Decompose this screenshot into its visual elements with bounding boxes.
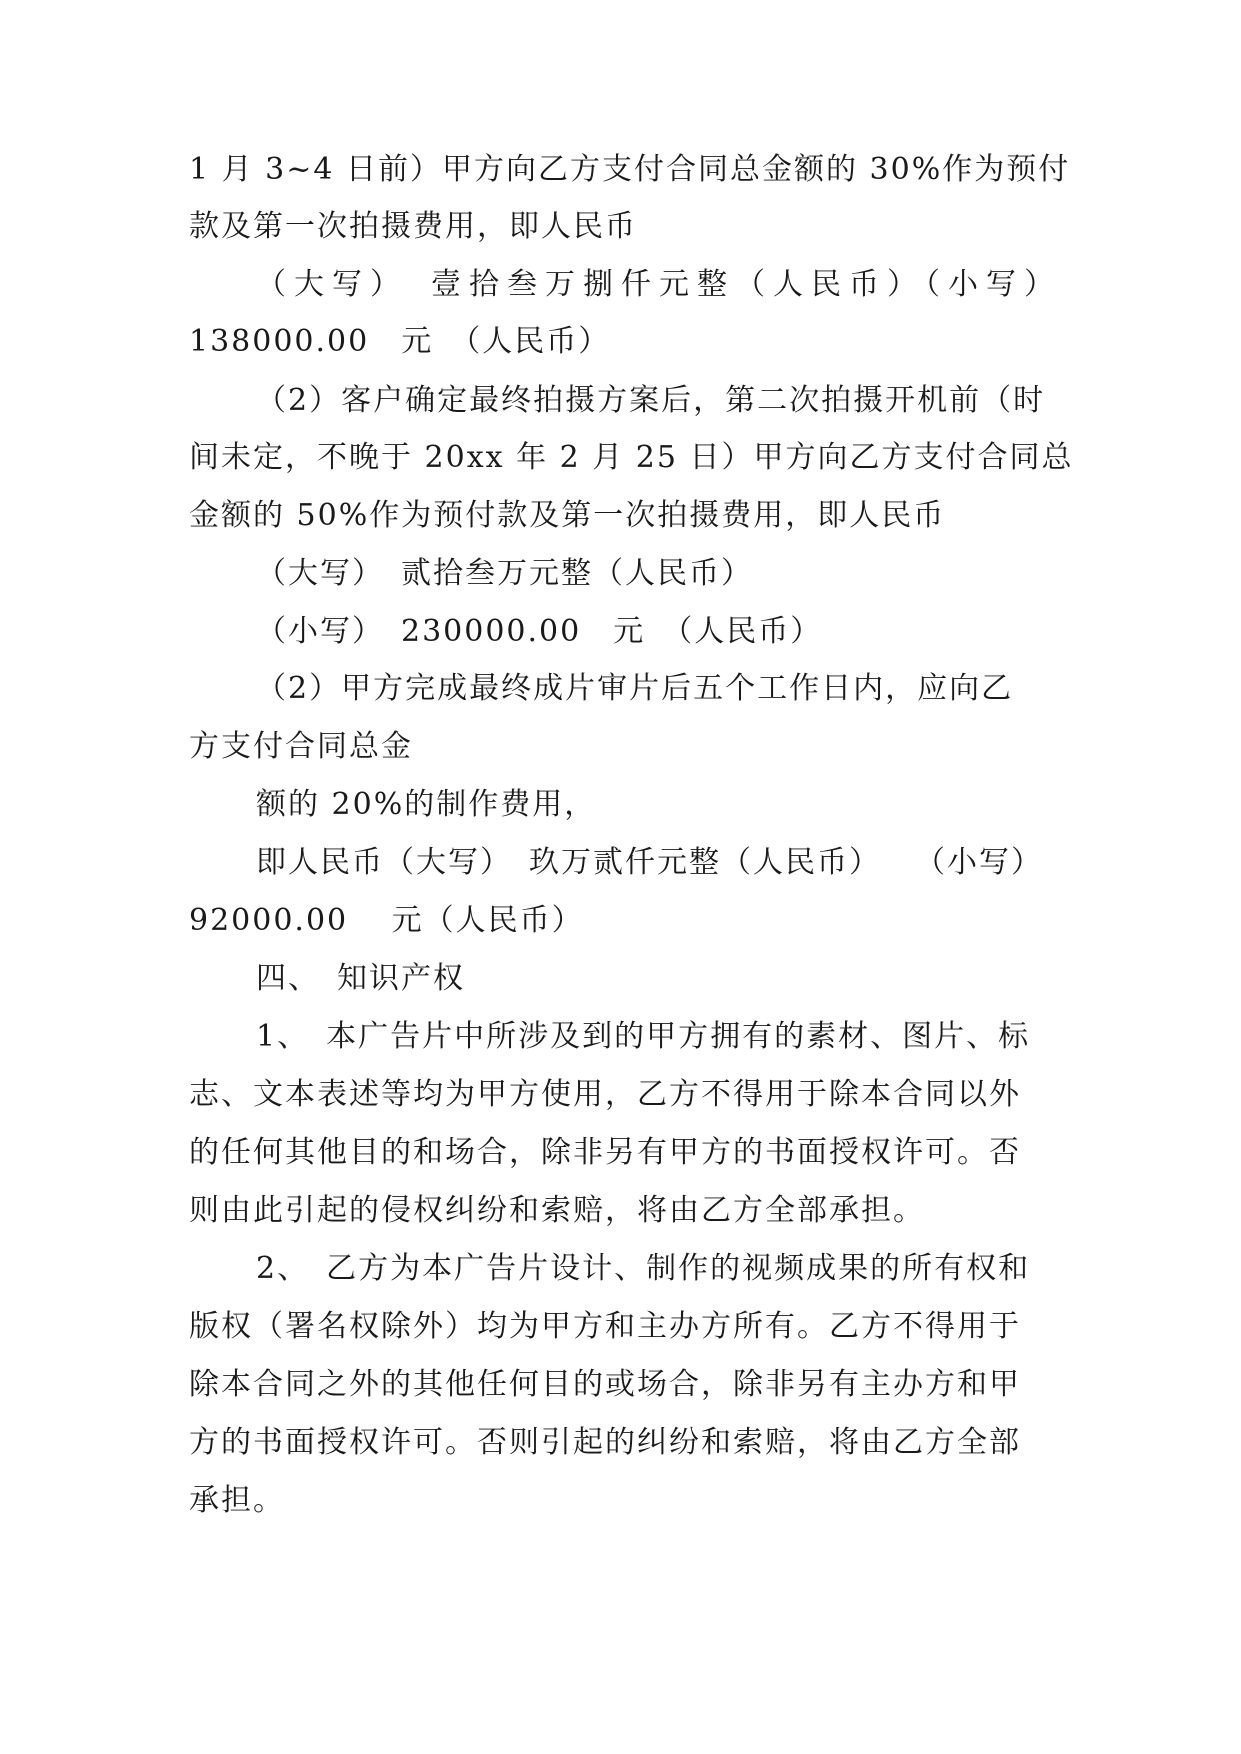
text-line: 1 月 3~4 日前）甲方向乙方支付合同总金额的 30%作为预付 [189,152,1071,187]
text-line: 即人民币（大写） 玖万贰仟元整（人民币） （小写） [256,845,1043,880]
text-line: 方支付合同总金 [189,729,413,764]
text-line: 金额的 50%作为预付款及第一次拍摄费用，即人民币 [189,498,946,533]
text-line: 版权（署名权除外）均为甲方和主办方所有。乙方不得用于 [189,1309,1021,1344]
text-line: （小写） 230000.00 元 （人民币） [256,614,823,649]
text-line: 除本合同之外的其他任何目的或场合，除非另有主办方和甲 [189,1367,1021,1402]
text-line: 92000.00 元（人民币） [189,903,584,938]
text-line: 的任何其他目的和场合，除非另有甲方的书面授权许可。否 [189,1135,1021,1170]
text-line: （2）客户确定最终拍摄方案后，第二次拍摄开机前（时 [256,383,1046,418]
text-line: （2）甲方完成最终成片审片后五个工作日内，应向乙 [256,671,1014,706]
text-line: 额的 20%的制作费用， [256,787,597,822]
section-heading: 四、 知识产权 [256,961,465,996]
text-line: 承担。 [189,1483,285,1518]
text-line: （大写） 壹拾叁万捌仟元整（人民币）（小写） [256,267,1062,302]
text-line: 2、 乙方为本广告片设计、制作的视频成果的所有权和 [256,1251,1031,1286]
text-line: 款及第一次拍摄费用，即人民币 [189,209,637,244]
text-line: 138000.00 元 （人民币） [189,324,611,359]
text-line: （大写） 贰拾叁万元整（人民币） [256,556,753,591]
text-line: 间未定，不晚于 20xx 年 2 月 25 日）甲方向乙方支付合同总 [189,440,1074,475]
text-line: 则由此引起的侵权纠纷和索赔，将由乙方全部承担。 [189,1193,925,1228]
text-line: 志、文本表述等均为甲方使用，乙方不得用于除本合同以外 [189,1077,1021,1112]
text-line: 方的书面授权许可。否则引起的纠纷和索赔，将由乙方全部 [189,1425,1021,1460]
text-line: 1、 本广告片中所涉及到的甲方拥有的素材、图片、标 [256,1019,1031,1054]
